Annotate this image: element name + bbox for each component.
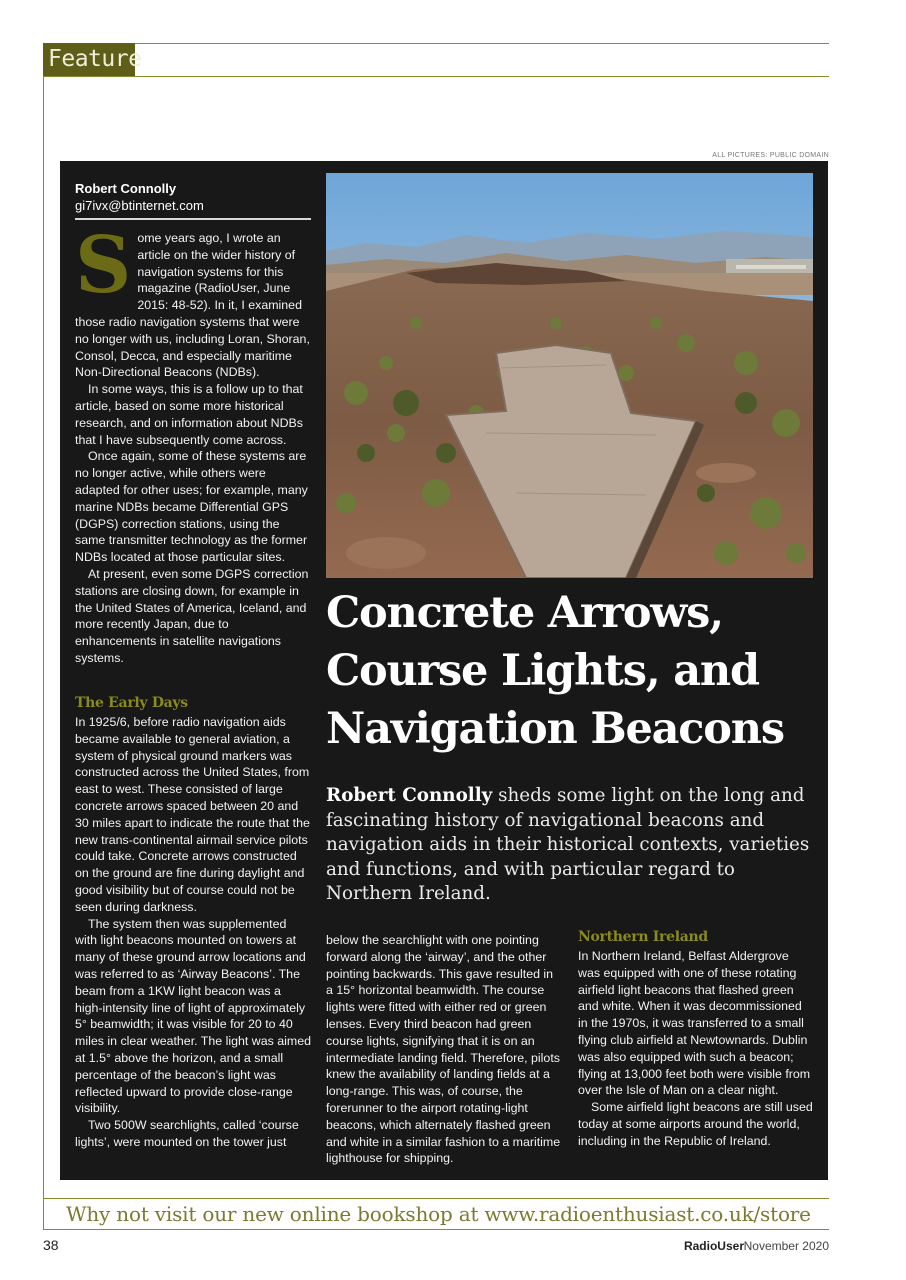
subheading-early-days: The Early Days bbox=[75, 695, 188, 711]
ni-paragraph-1: In Northern Ireland, Belfast Aldergrove was equipped with one of these rotating airfield light beacons that flashed green and white. When it was decommissioned in the 1970s, it was transferred to a small flying club airfield at Newtownards. Dublin was also equipped with such a beacon; flying at 13,000 feet both were visible from over the Isle of Man on a clear night. bbox=[578, 949, 811, 1098]
section-tag: Feature bbox=[43, 43, 135, 76]
early-paragraph-2: The system then was supplemented with light beacons mounted on towers at many of these ground arrow locations and was referred to as ‘Airway Beacons’. The beam from a 1KW light beacon was a high-intensity line of light of approximately 5° beamwidth; it was visible for 20 to 40 miles in clear weather. The light was aimed at 1.5° above the horizon, and a small percentage of the beacon’s light was reflected upward to provide close-range visibility. bbox=[75, 916, 311, 1116]
ni-paragraph-2: Some airfield light beacons are still used today at some airports around the world, including in the Republic of Ireland. bbox=[578, 1100, 813, 1148]
header-rule-top bbox=[43, 43, 829, 44]
article-title: Concrete Arrows, Course Lights, and Navigation Beacons bbox=[326, 588, 784, 754]
standfirst bbox=[326, 784, 821, 907]
magazine-name: RadioUser bbox=[683, 1239, 744, 1253]
drop-cap: S bbox=[75, 220, 132, 311]
intro-paragraph-4: At present, even some DGPS correction stations are closing down, for example in the United States of America, Iceland, and more recently Japan, due to enhancements in satellite navigations systems. bbox=[75, 566, 309, 665]
footer-rule-bottom bbox=[43, 1229, 829, 1230]
bookshop-banner[interactable]: Why not visit our new online bookshop at www.radioenthusiast.co.uk/store bbox=[66, 1202, 811, 1226]
early-paragraph-3: Two 500W searchlights, called ‘course lights’, were mounted on the tower just bbox=[75, 1118, 299, 1149]
northern-ireland-column bbox=[578, 948, 814, 1150]
standfirst-author: Robert Connolly bbox=[326, 785, 493, 806]
author-email[interactable]: gi7ivx@btinternet.com bbox=[75, 198, 204, 213]
early-paragraph-1: In 1925/6, before radio navigation aids became available to general aviation, a system of physical ground markers was constructed across the United States, from east to west. These consisted of large concrete arrows spaced between 20 and 30 miles apart to indicate the route that the new trans-continental airmail service pilots could take. Concrete arrows constructed on the ground are fine during daylight and good visibility but of course could not be seen during darkness. bbox=[75, 715, 310, 914]
footer-rule-top bbox=[43, 1198, 829, 1199]
page-frame-line bbox=[43, 43, 44, 1229]
intro-paragraph-3: Once again, some of these systems are no longer active, while others were adapted for other uses; for example, many marine NDBs became Differential GPS (DGPS) correction stations, using the same transmitter technology as the former NDBs located at those particular sites. bbox=[75, 449, 308, 565]
intro-column bbox=[75, 220, 311, 667]
header-rule-bottom bbox=[43, 76, 829, 77]
intro-paragraph-2: In some ways, this is a follow up to that article, based on some more historical research, and on information about NDBs that I have subsequently come across. bbox=[75, 382, 303, 447]
photo-credit: ALL PICTURES: PUBLIC DOMAIN bbox=[712, 152, 829, 159]
author-name: Robert Connolly bbox=[75, 181, 177, 196]
standfirst-text: sheds some light on the long and fascinating history of navigational beacons and navigation aids in their historical contexts, varieties and functions, and with particular regard to Northern Ireland. bbox=[326, 785, 810, 904]
subheading-northern-ireland: Northern Ireland bbox=[578, 929, 708, 945]
middle-paragraph-1: below the searchlight with one pointing forward along the ‘airway’, and the other pointing backwards. This gave resulted in a 15° horizontal beamwidth. The course lights were fitted with either red or green lenses. Every third beacon had green course lights, signifying that it is on an intermediate landing field. Therefore, pilots knew the availability of landing fields at a long-range. This was, of course, the forerunner to the airport rotating-light beacons, which alternately flashed green and white in a similar fashion to a maritime lighthouse for shipping. bbox=[326, 933, 561, 1166]
concrete-arrow-photo bbox=[326, 173, 813, 578]
early-days-column bbox=[75, 714, 311, 1151]
issue-date: November 2020 bbox=[743, 1239, 829, 1253]
middle-column bbox=[326, 932, 562, 1167]
intro-paragraph-1: ome years ago, I wrote an article on the wider history of navigation systems for this magazine (RadioUser, June 2015: 48-52). In it, I examined those radio navigation systems that were no longer with us, including Loran, Shoran, Consol, Decca, and especially maritime Non-Directional Beacons (NDBs). bbox=[75, 231, 310, 380]
page-number: 38 bbox=[43, 1237, 59, 1253]
